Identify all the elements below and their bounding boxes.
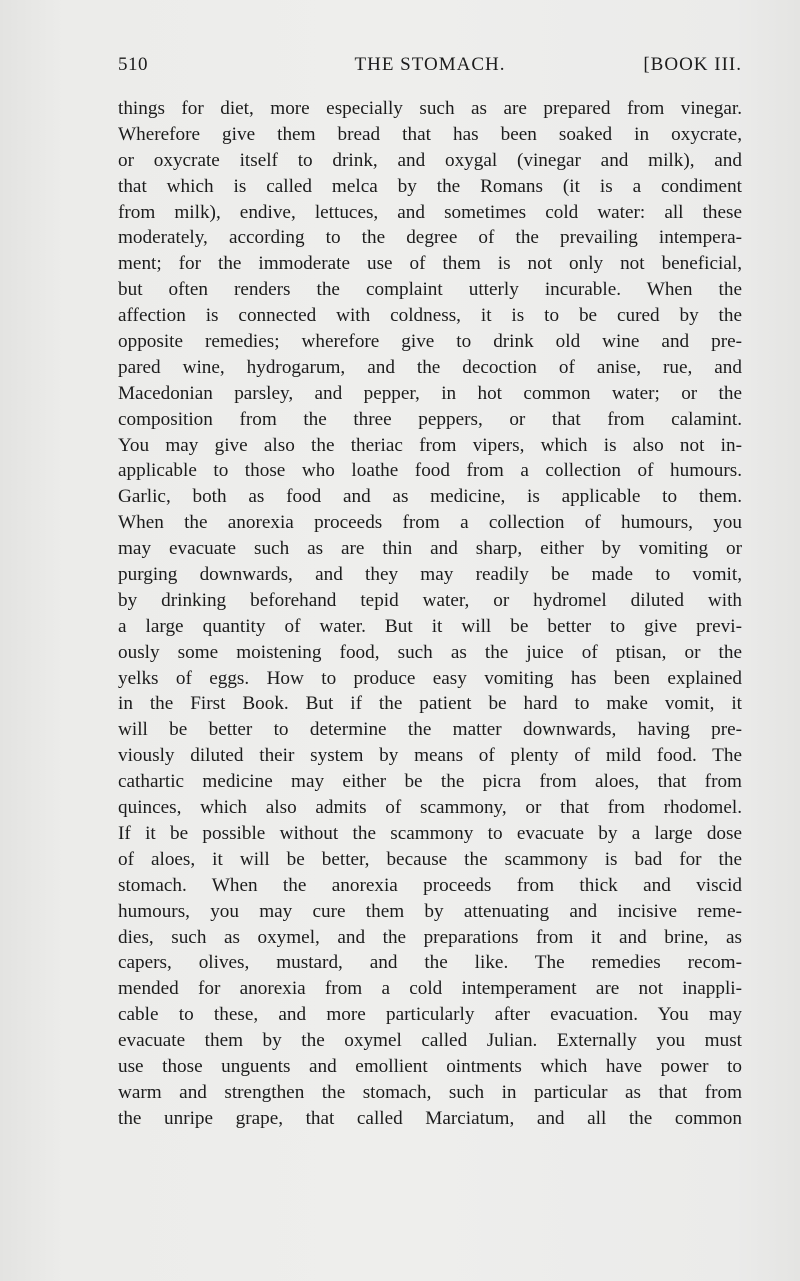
text-line: composition from the three peppers, or that from calamint.: [118, 408, 742, 430]
text-line: or oxycrate itself to drink, and oxygal (vinegar and milk), and: [118, 149, 742, 171]
text-line: in the First Book. But if the patient be hard to make vomit, it: [118, 693, 742, 715]
section-label: [BOOK III.: [643, 54, 742, 75]
text-line: pared wine, hydrogarum, and the decoction of anise, rue, and: [118, 356, 742, 378]
running-header: [118, 54, 742, 82]
text-line: warm and strengthen the stomach, such in particular as that from: [118, 1081, 742, 1103]
text-line: affection is connected with coldness, it is to be cured by the: [118, 305, 742, 327]
text-line: yelks of eggs. How to produce easy vomiting has been explained: [118, 667, 742, 689]
text-line: You may give also the theriac from vipers, which is also not in-: [118, 434, 742, 456]
text-line: evacuate them by the oxymel called Julian. Externally you must: [118, 1030, 742, 1052]
text-line: cathartic medicine may either be the picra from aloes, that from: [118, 771, 742, 793]
text-line: may evacuate such as are thin and sharp, either by vomiting or: [118, 538, 742, 560]
text-line: by drinking beforehand tepid water, or hydromel diluted with: [118, 589, 742, 611]
text-line: the unripe grape, that called Marciatum, and all the common: [118, 1107, 742, 1129]
text-line: opposite remedies; wherefore give to drink old wine and pre-: [118, 331, 742, 353]
text-line: that which is called melca by the Romans (it is a condiment: [118, 175, 742, 197]
text-line: dies, such as oxymel, and the preparations from it and brine, as: [118, 926, 742, 948]
text-line: Macedonian parsley, and pepper, in hot common water; or the: [118, 382, 742, 404]
text-line: mended for anorexia from a cold intemperament are not inappli-: [118, 978, 742, 1000]
text-line: Wherefore give them bread that has been soaked in oxycrate,: [118, 123, 742, 145]
text-line: things for diet, more especially such as are prepared from vinegar.: [118, 98, 742, 119]
text-line: moderately, according to the degree of the prevailing intempera-: [118, 227, 742, 249]
text-line: ment; for the immoderate use of them is not only not beneficial,: [118, 253, 742, 275]
body-text: [118, 96, 742, 1132]
text-line: quinces, which also admits of scammony, or that from rhodomel.: [118, 797, 742, 819]
text-line: but often renders the complaint utterly incurable. When the: [118, 279, 742, 301]
text-line: a large quantity of water. But it will be better to give previ-: [118, 615, 742, 637]
text-line: use those unguents and emollient ointments which have power to: [118, 1055, 742, 1077]
text-line: from milk), endive, lettuces, and sometimes cold water: all these: [118, 201, 742, 223]
text-line: Garlic, both as food and as medicine, is applicable to them.: [118, 486, 742, 508]
text-line: If it be possible without the scammony to evacuate by a large dose: [118, 822, 742, 844]
text-line: capers, olives, mustard, and the like. The remedies recom-: [118, 952, 742, 974]
text-line: stomach. When the anorexia proceeds from thick and viscid: [118, 874, 742, 896]
page-number: 510: [118, 54, 148, 75]
running-title: THE STOMACH.: [354, 54, 506, 75]
text-line: humours, you may cure them by attenuating and incisive reme-: [118, 900, 742, 922]
text-line: When the anorexia proceeds from a collection of humours, you: [118, 512, 742, 534]
text-line: purging downwards, and they may readily be made to vomit,: [118, 564, 742, 586]
text-line: will be better to determine the matter downwards, having pre-: [118, 719, 742, 741]
text-line: of aloes, it will be better, because the scammony is bad for the: [118, 848, 742, 870]
text-line: cable to these, and more particularly after evacuation. You may: [118, 1004, 742, 1026]
text-line: applicable to those who loathe food from a collection of humours.: [118, 460, 742, 482]
text-line: viously diluted their system by means of plenty of mild food. The: [118, 745, 742, 767]
text-line: ously some moistening food, such as the juice of ptisan, or the: [118, 641, 742, 663]
